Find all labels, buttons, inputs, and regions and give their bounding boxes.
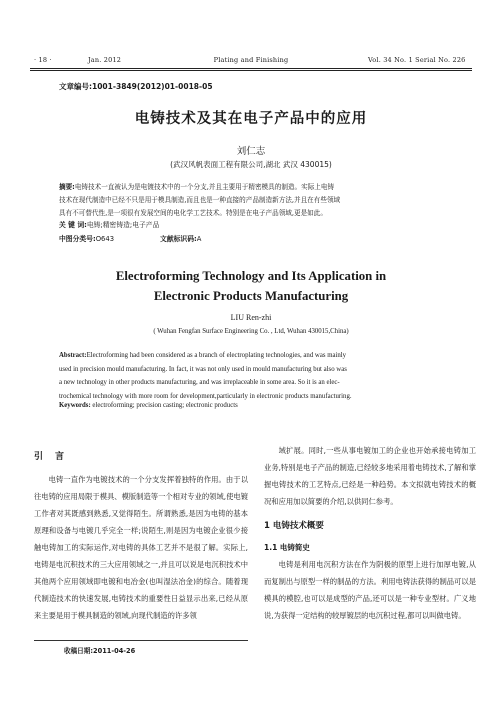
abstract-chinese-line: 电铸技术一直被认为是电镀技术中的一个分支,并且主要用于精密模具的制造。实际上电铸 — [74, 183, 335, 191]
keywords-english-text: electroforming; precision casting; electronic products — [92, 402, 238, 409]
abstract-english-line: Electroforming had been considered as a branch of electroplating technologies, and was mainly — [86, 352, 347, 359]
body-paragraph: 电铸是利用电沉积方法在作为阴极的原型上进行加厚电镀,从而复制出与原型一样的制品的方法。利用电铸法获得的制品可以是模具的模腔,也可以是成型的产品,还可以是一种专业型材。广义地说,为获得一定结构的较厚镀层的电沉积过程,都可以叫做电铸。 — [264, 560, 476, 620]
abstract-english-line: trochemical technology with more room for development,particularly in electronic products manufacturing. — [59, 392, 352, 400]
intro-body — [34, 471, 248, 624]
header-rule-thin — [30, 70, 472, 71]
author-chinese: 刘仁志 — [236, 146, 266, 157]
article-number: 文章编号:1001-3849(2012)01-0018-05 — [59, 82, 213, 91]
clc-value: O643 — [95, 235, 115, 243]
keywords-english-label: Keywords: — [59, 402, 91, 409]
footnote-rule — [34, 640, 248, 641]
abstract-english-label: Abstract: — [59, 352, 87, 359]
classification-chinese — [59, 233, 201, 243]
abstract-chinese-line: 具有不可替代性,是一项很有发展空间的电化学工艺技术。特别是在电子产品领域,更是如此。 — [59, 209, 327, 217]
clc-label: 中图分类号: — [59, 235, 96, 243]
subsection-heading: 1.1 电铸简史 — [264, 543, 310, 552]
received-date: 收稿日期:2011-04-26 — [64, 647, 136, 655]
keywords-english — [59, 402, 238, 409]
abstract-english — [59, 349, 443, 403]
keywords-chinese-text: 电铸;精密铸造;电子产品 — [86, 221, 160, 229]
title-english-line: Electroforming Technology and Its Application in — [115, 269, 387, 283]
title-chinese: 电铸技术及其在电子产品中的应用 — [134, 111, 368, 127]
keywords-chinese-label: 关 键 词: — [59, 221, 87, 229]
section-heading: 1 电铸技术概要 — [264, 521, 324, 531]
doc-code-value: A — [196, 235, 202, 243]
title-english — [0, 266, 502, 306]
journal-name: Plating and Finishing — [213, 56, 289, 64]
affiliation-chinese: (武汉风帆表面工程有限公司,湖北 武汉 430015) — [170, 160, 332, 169]
abstract-chinese — [59, 181, 442, 220]
doc-code-label: 文献标识码: — [160, 235, 197, 243]
intro-heading: 引言 — [34, 452, 77, 462]
author-english: LIU Ren-zhi — [230, 313, 272, 322]
abstract-chinese-label: 摘要: — [59, 183, 75, 191]
body-paragraph: 域扩展。同时,一些从事电镀加工的企业也开始承接电铸加工业务,特别是电子产品的制造,已经较多地采用着电铸技术,了解和掌握电铸技术的工艺特点,已经是一种趋势。本文拟就电铸技术的概况和应用加以简要的介绍,以供同仁参考。 — [264, 446, 476, 506]
issue-date: Jan. 2012 — [88, 56, 122, 64]
header-rule — [30, 68, 472, 69]
right-column — [264, 442, 476, 624]
page-number: · 18 · — [34, 56, 52, 64]
abstract-english-line: used in precision mould manufacturing. In fact, it was not only used in mould manufacturing but also was — [59, 365, 347, 373]
keywords-chinese — [59, 219, 159, 229]
intro-paragraph: 电铸一直作为电镀技术的一个分支发挥着独特的作用。由于以往电铸的应用局限于模具、模版制造等一个相对专业的领域,使电镀工作者对其既感到熟悉,又觉得陌生。所谓熟悉,是因为电铸的基本原理和设备与电镀几乎完全一样;说陌生,则是因为电镀企业很少接触电铸加工的实际运作,对电铸的具体工艺并不是很了解。实际上,电铸是电沉积技术的三大应用领域之一,并且可以说是电沉积技术中其他两个应用领域即电镀和电冶金(也叫湿法冶金)的综合。随着现代制造技术的快速发展,电铸技术的重要性日益显示出来,已经从原来主要是用于模具制造的领域,向现代制造的许多领 — [34, 475, 248, 620]
abstract-english-line: a new technology in other products manufacturing, and was irreplaceable in some area. So it is an elec- — [59, 379, 340, 386]
volume-info: Vol. 34 No. 1 Serial No. 226 — [368, 56, 466, 64]
abstract-chinese-line: 技术在现代制造中已经不只是用于模具制造,而且也是一种直接的产品制造新方法,并且在有些领域 — [59, 196, 341, 204]
affiliation-english: ( Wuhan Fengfan Surface Engineering Co. , Ltd, Wuhan 430015,China) — [153, 328, 349, 335]
title-english-line: Electronic Products Manufacturing — [153, 289, 349, 303]
